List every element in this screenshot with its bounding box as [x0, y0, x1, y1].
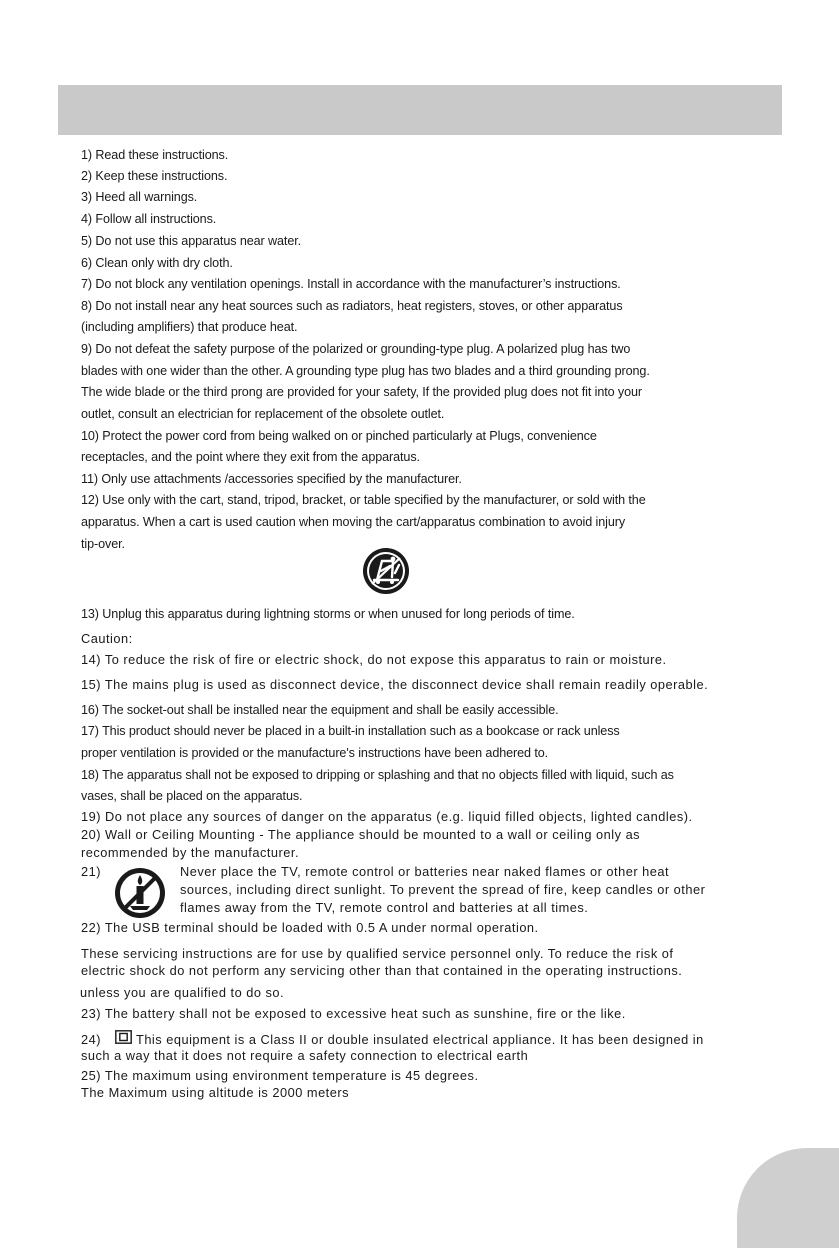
page-number-tab [737, 1148, 839, 1248]
caution-18-line-1: 18) The apparatus shall not be exposed to dripping or splashing and that no objects filled with liquid, such as [81, 768, 674, 782]
instruction-2: 2) Keep these instructions. [81, 169, 228, 183]
instruction-6: 6) Clean only with dry cloth. [81, 256, 233, 270]
caution-22: 22) The USB terminal should be loaded with 0.5 A under normal operation. [81, 920, 539, 935]
servicing-line-1: These servicing instructions are for use by qualified service personnel only. To reduce the risk of [81, 946, 674, 961]
instruction-9-line-3: The wide blade or the third prong are provided for your safety, If the provided plug does not fit into your [81, 385, 643, 399]
caution-23: 23) The battery shall not be exposed to excessive heat such as sunshine, fire or the like. [81, 1006, 626, 1021]
caution-21-line-3: flames away from the TV, remote control and batteries at all times. [180, 900, 589, 915]
instruction-9-line-4: outlet, consult an electrician for replacement of the obsolete outlet. [81, 407, 445, 421]
caution-21-number: 21) [81, 864, 101, 879]
instruction-1: 1) Read these instructions. [81, 148, 229, 162]
instruction-5: 5) Do not use this apparatus near water. [81, 234, 302, 248]
caution-17-line-1: 17) This product should never be placed in a built-in installation such as a bookcase or rack unless [81, 724, 620, 738]
caution-20-line-2: recommended by the manufacturer. [81, 845, 300, 860]
instruction-4: 4) Follow all instructions. [81, 212, 217, 226]
instruction-8-line-1: 8) Do not install near any heat sources such as radiators, heat registers, stoves, or other apparatus [81, 299, 623, 313]
instruction-13: 13) Unplug this apparatus during lightning storms or when unused for long periods of time. [81, 607, 575, 621]
instruction-9-line-2: blades with one wider than the other. A grounding type plug has two blades and a third grounding prong. [81, 364, 650, 378]
caution-15: 15) The mains plug is used as disconnect device, the disconnect device shall remain readily operable. [81, 677, 709, 692]
caution-24-number: 24) [81, 1032, 101, 1047]
no-candle-icon [113, 866, 167, 920]
caution-26: The Maximum using altitude is 2000 meters [81, 1085, 350, 1100]
caution-17-line-2: proper ventilation is provided or the manufacture's instructions have been adhered to. [81, 746, 549, 760]
servicing-line-3: unless you are qualified to do so. [80, 985, 285, 1000]
caution-21-line-2: sources, including direct sunlight. To prevent the spread of fire, keep candles or other [180, 882, 706, 897]
caution-19: 19) Do not place any sources of danger on the apparatus (e.g. liquid filled objects, lighted candles). [81, 809, 693, 824]
cart-tip-over-warning-icon [362, 547, 410, 595]
caution-14: 14) To reduce the risk of fire or electric shock, do not expose this apparatus to rain or moisture. [81, 652, 667, 667]
instruction-11: 11) Only use attachments /accessories specified by the manufacturer. [81, 472, 462, 486]
class-ii-double-insulation-icon [115, 1030, 132, 1044]
caution-16: 16) The socket-out shall be installed near the equipment and shall be easily accessible. [81, 703, 559, 717]
caution-24-line-2: such a way that it does not require a safety connection to electrical earth [81, 1048, 529, 1063]
instruction-3: 3) Heed all warnings. [81, 190, 198, 204]
instruction-12-line-3: tip-over. [81, 537, 125, 551]
caution-20-line-1: 20) Wall or Ceiling Mounting - The appliance should be mounted to a wall or ceiling only as [81, 827, 641, 842]
instruction-7: 7) Do not block any ventilation openings. Install in accordance with the manufacturer’s instructions. [81, 277, 621, 291]
caution-25: 25) The maximum using environment temperature is 45 degrees. [81, 1068, 479, 1083]
instruction-10-line-1: 10) Protect the power cord from being walked on or pinched particularly at Plugs, convenience [81, 429, 597, 443]
instruction-10-line-2: receptacles, and the point where they exit from the apparatus. [81, 450, 420, 464]
section-header-bar [58, 85, 782, 135]
servicing-line-2: electric shock do not perform any servicing other than that contained in the operating instructions. [81, 963, 683, 978]
instruction-12-line-1: 12) Use only with the cart, stand, tripod, bracket, or table specified by the manufacturer, or sold with the [81, 493, 646, 507]
instruction-12-line-2: apparatus. When a cart is used caution when moving the cart/apparatus combination to avoid injury [81, 515, 626, 529]
caution-24-line-1: This equipment is a Class II or double insulated electrical appliance. It has been designed in [136, 1032, 704, 1047]
instruction-9-line-1: 9) Do not defeat the safety purpose of the polarized or grounding-type plug. A polarized plug has two [81, 342, 631, 356]
instruction-8-line-2: (including amplifiers) that produce heat. [81, 320, 298, 334]
caution-18-line-2: vases, shall be placed on the apparatus. [81, 789, 303, 803]
caution-21-line-1: Never place the TV, remote control or batteries near naked flames or other heat [180, 864, 670, 879]
caution-heading: Caution: [81, 631, 133, 646]
